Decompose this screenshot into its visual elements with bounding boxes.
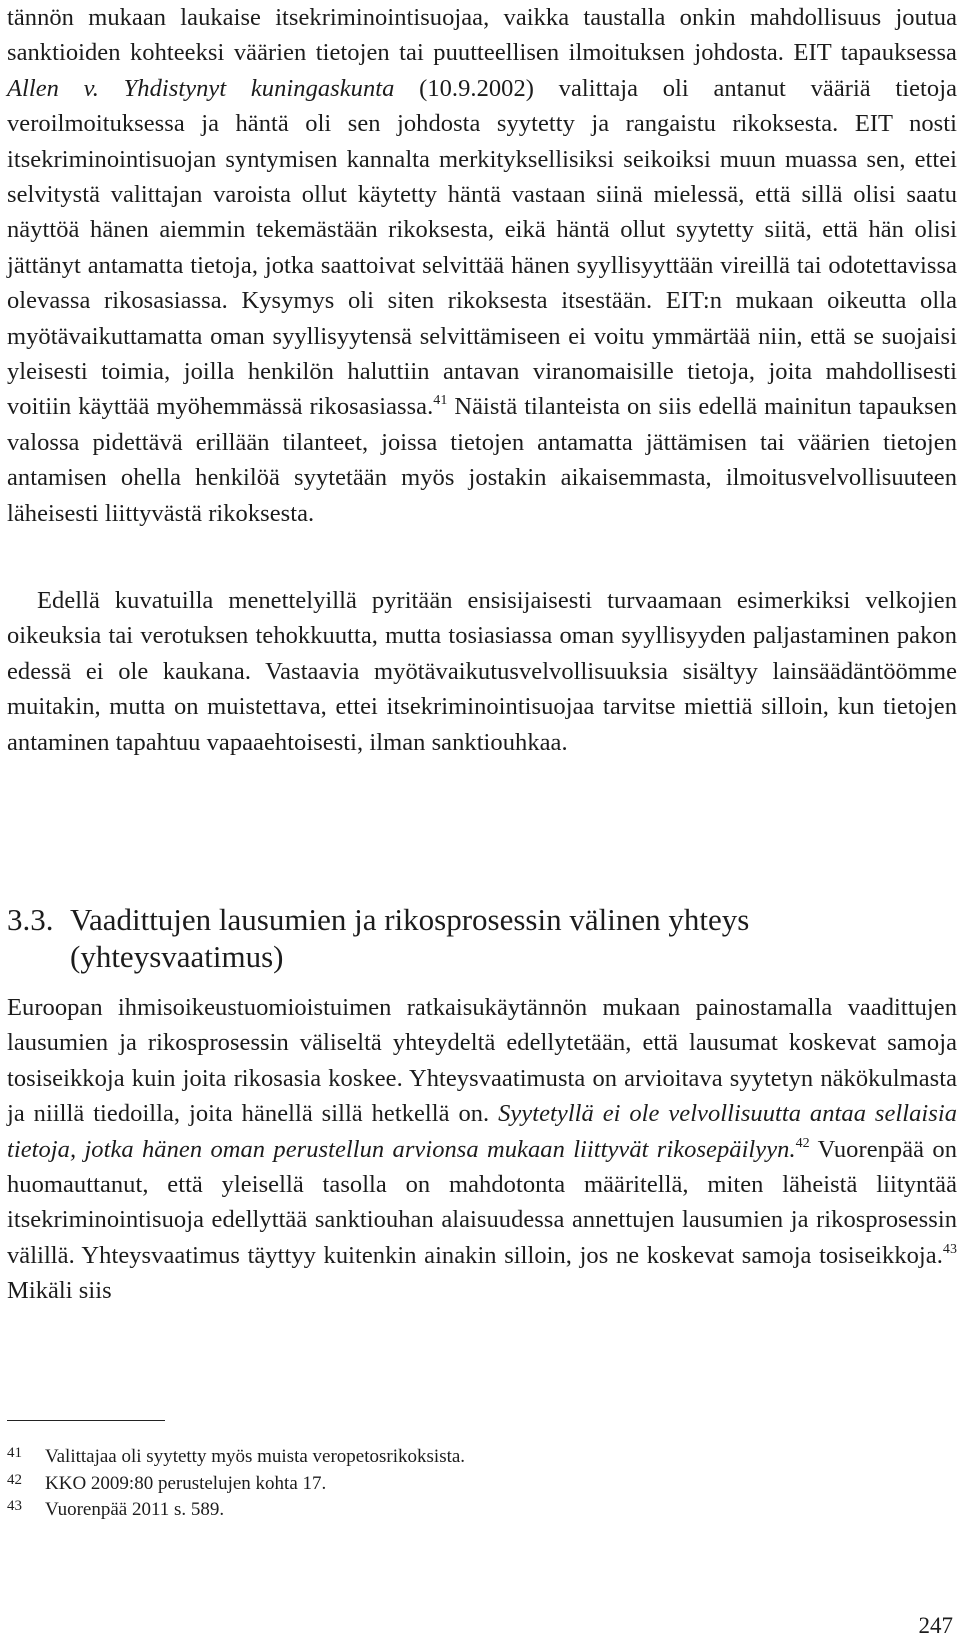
body-paragraph-1: [7, 0, 957, 531]
footnote-text: Valittajaa oli syytetty myös muista veropetosrikoksista.: [45, 1446, 466, 1467]
footnote-number: 41: [7, 1445, 22, 1461]
page-number: 247: [918, 1613, 953, 1638]
footnote: [7, 1471, 957, 1498]
emphasized-statement: Syytetyllä ei ole velvollisuutta antaa sellaisia tietoja, jotka hänen oman perustellun arvionsa mukaan liittyvät rikosepäilyyn.: [7, 1100, 957, 1163]
paragraph-1-text-a: tännön mukaan laukaise itsekriminointisuojaa, vaikka taustalla onkin mahdollisuus joutua sanktioiden kohteeksi väärien tietojen tai puutteellisen ilmoituksen johdosta. EIT tapauksessa: [7, 4, 957, 67]
footnote-ref-42[interactable]: 42: [795, 1135, 810, 1151]
section-title: Vaadittujen lausumien ja rikosprosessin välinen yhteys (yhteysvaatimus): [70, 901, 750, 974]
section-number: 3.3.: [7, 901, 54, 937]
footnotes: [7, 1444, 957, 1524]
footnote-number: 42: [7, 1471, 22, 1488]
paragraph-1-text-c: Näistä tilanteista on siis edellä mainitun tapauksen valossa pidettävä erillään tilanteet, joissa tietojen antamatta jättämisen tai väärien tietojen antamisen ohella henkilöä syytetään myös jostakin aikaisemmasta, ilmoitusvelvollisuuteen läheisesti liittyvästä rikoksesta.: [7, 393, 957, 527]
body-paragraph-2: Edellä kuvatuilla menettelyillä pyritään ensisijaisesti turvaamaan esimerkiksi velkojien oikeuksia tai verotuksen tehokkuutta, mutta tosiasiassa oman syyllisyyden paljastaminen pakon edessä ei ole kaukana. Vastaavia myötävaikutusvelvollisuuksia sisältyy lainsäädäntöömme muitakin, mutta on muistettava, ettei itsekriminointisuojaa tarvitse miettiä silloin, kun tietojen antaminen tapahtuu vapaaehtoisesti, ilman sanktiouhkaa.: [7, 587, 957, 756]
paragraph-3-text-c: Mikäli siis: [7, 1277, 112, 1305]
footnote-ref-41[interactable]: 41: [433, 393, 448, 409]
footnote-text: Vuorenpää 2011 s. 589.: [45, 1499, 225, 1520]
paragraph-3-text-b: Vuorenpää on huomauttanut, että yleisellä tasolla on mahdotonta määritellä, miten läheistä liityntää itsekriminointisuoja edellyttää sanktiouhan alaisuudessa annettujen lausumien ja rikosprosessin välillä. Yhteysvaatimus täyttyy kuitenkin ainakin silloin, jos ne koskevat samoja tosiseikkoja.: [7, 1135, 957, 1269]
footnote-text: KKO 2009:80 perustelujen kohta 17.: [45, 1472, 327, 1494]
footnote: [7, 1444, 957, 1471]
footnote-separator: [7, 1420, 165, 1421]
paragraph-1-text-b: (10.9.2002) valittaja oli antanut vääriä tietoja veroilmoituksessa ja häntä oli sen johdosta syytetty ja rangaistu rikoksesta. EIT nosti itsekriminointisuojan syntymisen kannalta merkityksellisiksi seikoiksi muun muassa sen, ettei selvitystä valittajan varoista ollut käytetty häntä vastaan siinä mielessä, että sillä olisi saatu näyttöä hänen aiemmin tekemästään rikoksesta, eikä häntä ollut syytetty siitä, että hän olisi jättänyt antamatta tietoja, jotka saattoivat selvittää hänen syyllisyyttään vireillä tai odotettavissa olevassa rikosasiassa. Kysymys oli siten rikoksesta itsestään. EIT:n mukaan oikeutta olla myötävaikuttamatta oman syyllisyytensä selvittämiseen ei voitu ymmärtää niin, että se suojaisi yleisesti toimia, joilla henkilön haluttiin antavan viranomaisille tietoja, joita mahdollisesti voitiin käyttää myöhemmässä rikosasiassa.: [7, 74, 957, 421]
footnote-ref-43[interactable]: 43: [942, 1241, 957, 1257]
body-paragraph-3: [7, 990, 957, 1309]
paragraph-3-text-a: Euroopan ihmisoikeustuomioistuimen ratkaisukäytännön mukaan painostamalla vaadittujen lausumien ja rikosprosessin väliseltä yhteydeltä edellytetään, että lausumat koskevat samoja tosiseikkoja kuin joita rikosasia koskee. Yhteysvaatimusta on arvioitava syytetyn näkökulmasta ja niillä tiedoilla, joita hänellä sillä hetkellä on.: [7, 994, 957, 1128]
case-name: Allen v. Yhdistynyt kuningaskunta: [7, 74, 395, 102]
footnote: [7, 1497, 957, 1524]
footnote-number: 43: [7, 1498, 22, 1514]
